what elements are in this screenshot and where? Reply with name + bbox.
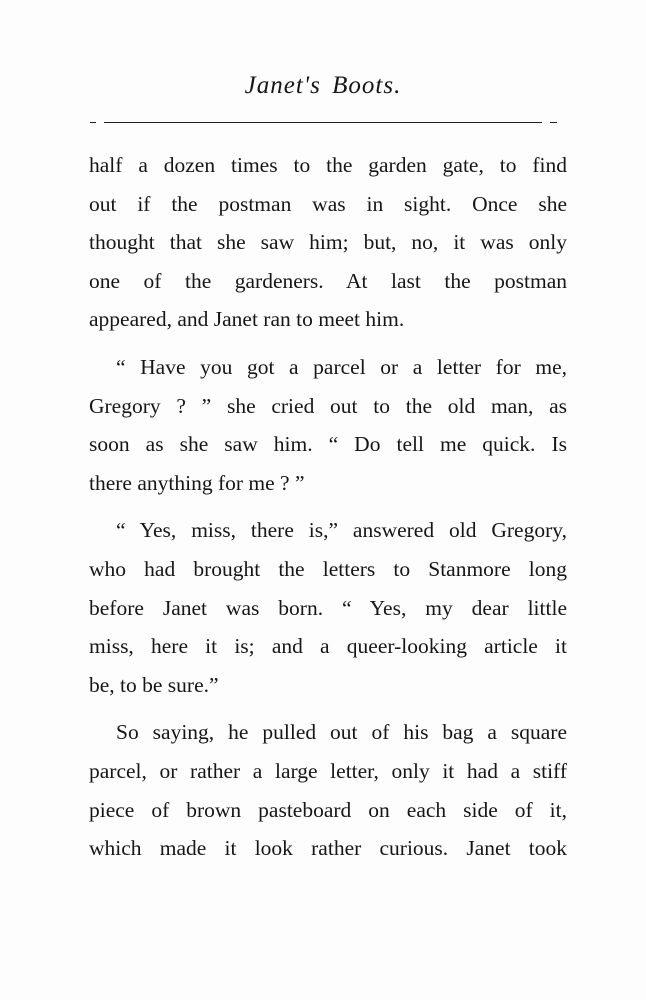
header-rule-gap-right	[542, 122, 550, 123]
text-line: one of the gardeners. At last the postman	[89, 268, 567, 293]
text-line: before Janet was born. “ Yes, my dear little	[89, 595, 567, 620]
text-line: piece of brown pasteboard on each side of it,	[89, 797, 567, 822]
text-line: be, to be sure.”	[89, 672, 219, 697]
text-line: thought that she saw him; but, no, it was only	[89, 230, 567, 255]
text-line: appeared, and Janet ran to meet him.	[89, 307, 405, 332]
text-line: “ Have you got a parcel or a letter for me,	[116, 354, 567, 379]
body-text	[89, 146, 567, 868]
text-line: half a dozen times to the garden gate, to find	[89, 153, 567, 177]
text-line: there anything for me ? ”	[89, 470, 305, 495]
text-line: who had brought the letters to Stanmore long	[89, 556, 567, 581]
text-line: miss, here it is; and a queer-looking article it	[89, 634, 567, 659]
text-line: out if the postman was in sight. Once she	[89, 191, 567, 216]
text-line: soon as she saw him. “ Do tell me quick. Is	[89, 432, 567, 457]
header-rule-gap-left	[96, 122, 104, 123]
running-head: Janet's Boots.	[244, 72, 402, 99]
text-line: Gregory ? ” she cried out to the old man, as	[89, 393, 567, 418]
text-line: So saying, he pulled out of his bag a square	[116, 720, 567, 745]
text-line: “ Yes, miss, there is,” answered old Gregory,	[116, 518, 567, 543]
text-line: parcel, or rather a large letter, only it had a stiff	[89, 758, 567, 783]
text-line: which made it look rather curious. Janet took	[89, 836, 567, 861]
header-rule	[90, 122, 557, 123]
